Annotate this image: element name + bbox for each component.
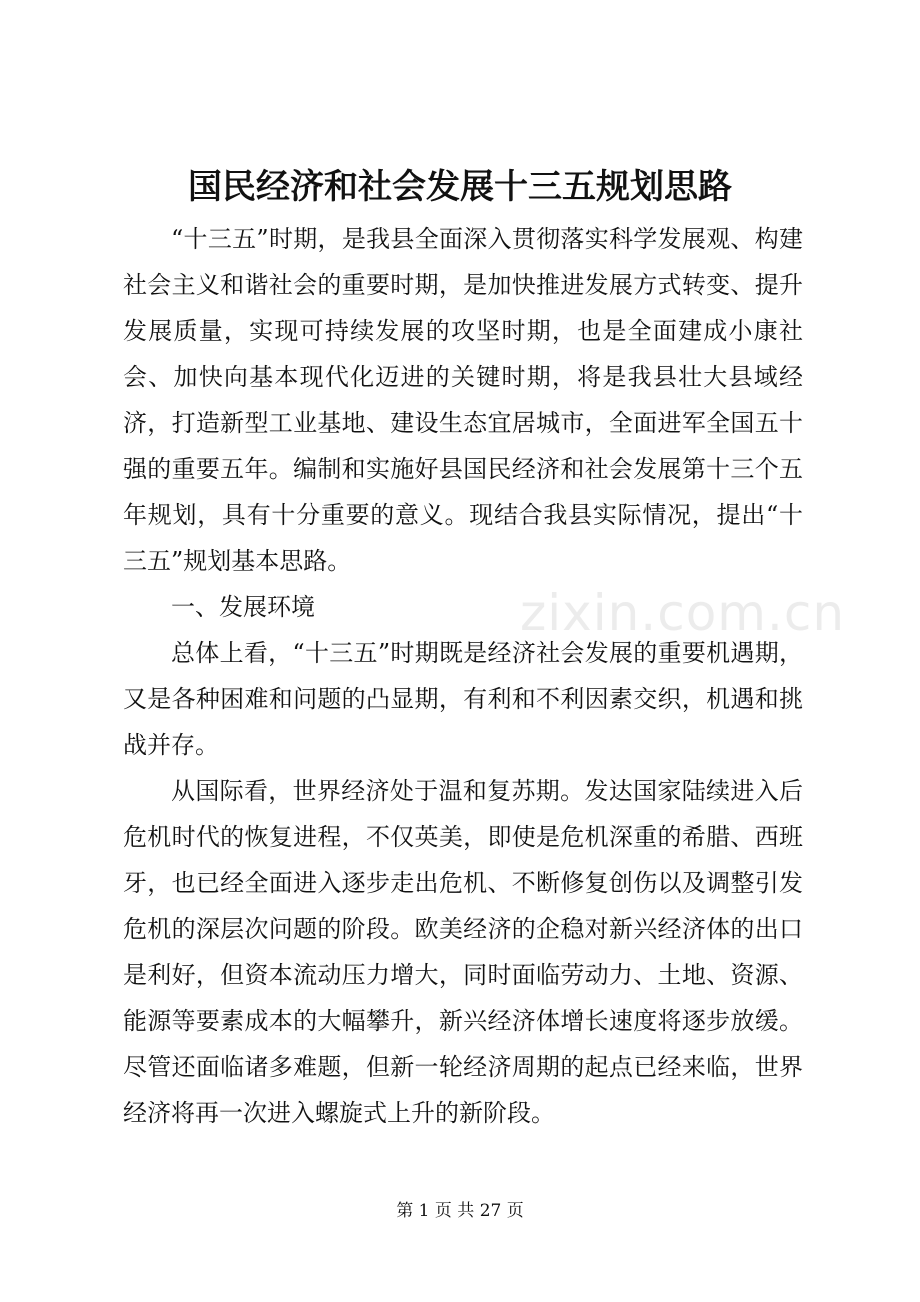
document-body: [123, 216, 803, 1136]
watermark: zixin.com.cn: [520, 584, 846, 642]
paragraph-intro: “十三五”时期，是我县全面深入贯彻落实科学发展观、构建社会主义和谐社会的重要时期，是加快推进发展方式转变、提升发展质量，实现可持续发展的攻坚时期，也是全面建成小康社会、加快向基本现代化迈进的关键时期，将是我县壮大县域经济，打造新型工业基地、建设生态宜居城市，全面进军全国五十强的重要五年。编制和实施好县国民经济和社会发展第十三个五年规划，具有十分重要的意义。现结合我县实际情况，提出“十三五”规划基本思路。: [123, 225, 803, 575]
paragraph-international: 从国际看，世界经济处于温和复苏期。发达国家陆续进入后危机时代的恢复进程，不仅英美，即使是危机深重的希腊、西班牙，也已经全面进入逐步走出危机、不断修复创伤以及调整引发危机的深层次问题的阶段。欧美经济的企稳对新兴经济体的出口是利好，但资本流动压力增大，同时面临劳动力、土地、资源、能源等要素成本的大幅攀升，新兴经济体增长速度将逐步放缓。尽管还面临诸多难题，但新一轮经济周期的起点已经来临，世界经济将再一次进入螺旋式上升的新阶段。: [123, 777, 803, 1127]
paragraph-overview: 总体上看，“十三五”时期既是经济社会发展的重要机遇期，又是各种困难和问题的凸显期，有利和不利因素交织，机遇和挑战并存。: [123, 639, 803, 759]
document-title: 国民经济和社会发展十三五规划思路: [188, 167, 732, 207]
page-footer: 第 1 页 共 27 页: [396, 1201, 524, 1221]
section-heading: 一、发展环境: [171, 593, 315, 621]
